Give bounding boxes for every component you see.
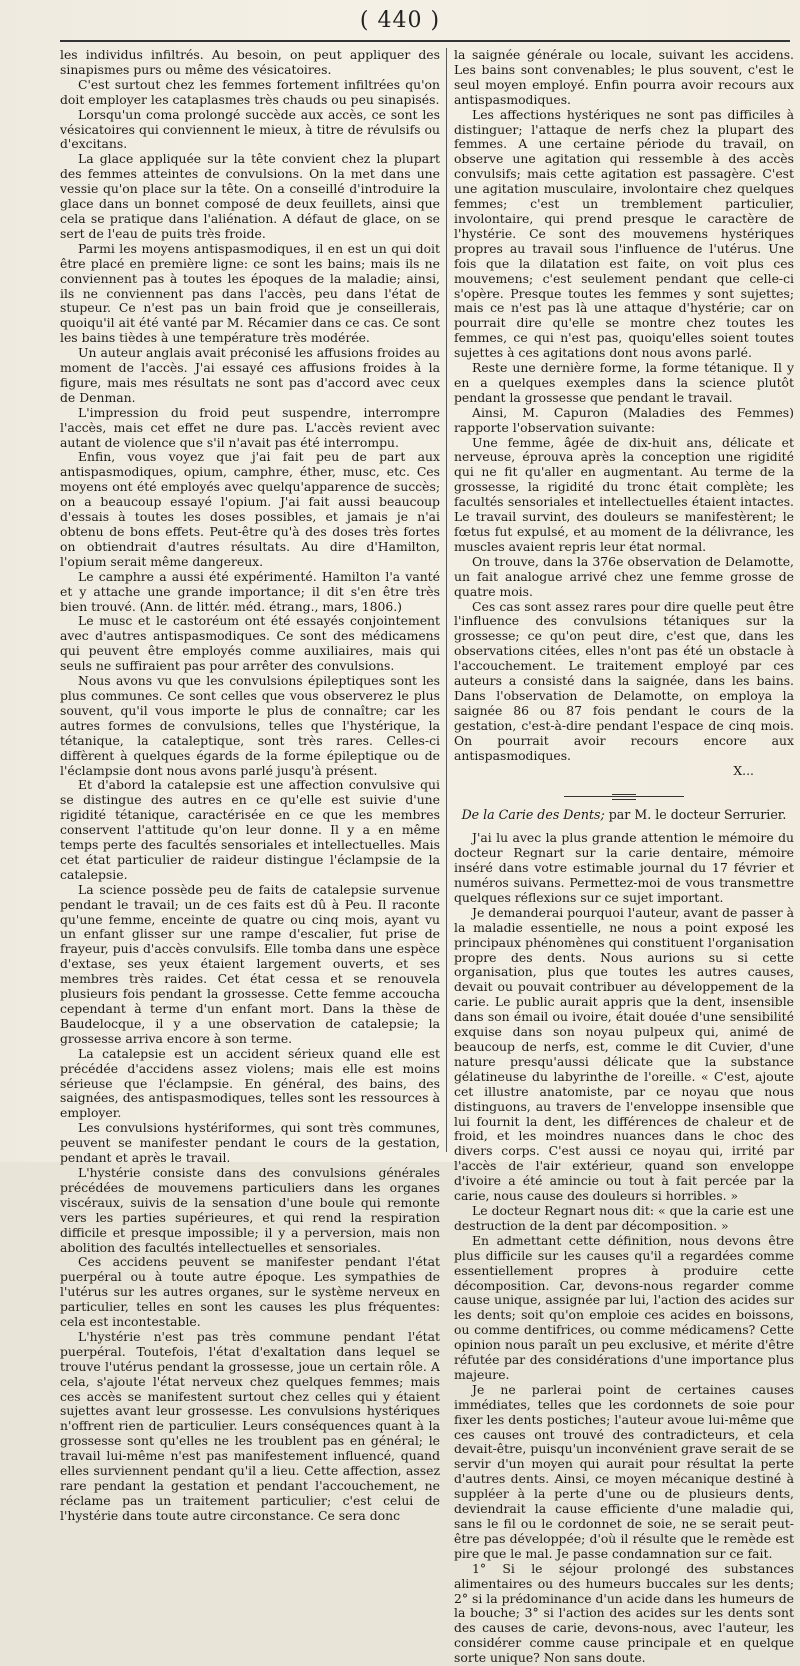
article-title-author: par M. le docteur Serrurier. [604, 807, 787, 823]
article-title [454, 808, 794, 823]
right-column [454, 47, 794, 1666]
paragraph: Parmi les moyens antispasmodiques, il en est un qui doit être placé en première ligne: ce sont les bains; mais ils ne conviennent pas à toutes les époques de la maladie; ainsi, ils ne conviennent pas dans l'accès, peu dans l'état de stupeur. Ce n'est pas un bain froid que je conseillerais, quoiqu'il ait été vanté par M. Récamier dans ce cas. Ce sont les bains tièdes à une température très modérée. [60, 240, 440, 346]
paragraph: Ainsi, M. Capuron (Maladies des Femmes) rapporte l'observation suivante: [454, 404, 794, 435]
paragraph: C'est surtout chez les femmes fortement infiltrées qu'on doit employer les cataplasmes très chauds ou peu sinapisés. [60, 76, 440, 107]
page-number: ( 440 ) [359, 8, 441, 33]
paragraph: Un auteur anglais avait préconisé les affusions froides au moment de l'accès. J'ai essayé ces affusions froides à la figure, mais mes résultats ne sont pas d'accord avec ceux de Denman. [60, 345, 440, 405]
paragraph: Ces cas sont assez rares pour dire quelle peut être l'influence des convulsions tétaniques sur la grossesse; ce qu'on peut dire, c'est que, dans les observations citées, elles n'ont pas été un obstacle à l'accouchement. Le traitement employé par ces auteurs a consisté dans la saignée, dans les bains. Dans l'observation de Delamotte, on employa la saignée 86 ou 87 fois pendant le cours de la gestation, c'est-à-dire pendant l'espace de cinq mois. On pourrait avoir recours encore aux antispasmodiques. [454, 598, 794, 763]
paragraph: Les affections hystériques ne sont pas difficiles à distinguer; l'attaque de nerfs chez la plupart des femmes. A une certaine période du travail, on observe une agitation qui ressemble à des accès convulsifs; mais cette agitation est passagère. C'est une agitation musculaire, involontaire chez quelques femmes; c'est un tremblement particulier, involontaire, qui prend presque le caractère de l'hystérie. Ce sont des mouvemens hystériques propres au travail sous l'influence de l'utérus. Une fois que la dilatation est faite, on voit plus ces mouvemens; c'est seulement pendant que celle-ci s'opère. Presque toutes les femmes y sont sujettes; mais ce n'est pas là une attaque d'hystérie; car on pourrait dire qu'elle se montre chez toutes les femmes, ce qui n'est pas, quoiqu'elles soient toutes sujettes à ces agitations dont nous avons parlé. [454, 106, 794, 361]
paragraph: L'impression du froid peut suspendre, interrompre l'accès, mais cet effet ne dure pas. L'accès revient avec autant de violence que s'il n'avait pas été interrompu. [60, 404, 440, 450]
paragraph: les individus infiltrés. Au besoin, on peut appliquer des sinapismes purs ou même des vésicatoires. [60, 47, 440, 77]
paragraph: L'hystérie n'est pas très commune pendant l'état puerpéral. Toutefois, l'état d'exaltation dans lequel se trouve l'utérus pendant la grossesse, joue un certain rôle. A cela, s'ajoute l'état nerveux chez quelques femmes; mais ces accès se manifestent surtout chez celles qui y étaient sujettes avant leur grossesse. Les convulsions hystériques n'offrent rien de particulier. Leurs conséquences quant à la grossesse sont qu'elles ne les troublent pas en général; le travail lui-même n'est pas manifestement influencé, quand elles surviennent pendant qu'il a lieu. Cette affection, assez rare pendant la gestation et pendant l'accouchement, ne réclame pas un traitement particulier; c'est celui de l'hystérie dans toute autre circonstance. Ce sera donc [60, 1328, 440, 1523]
article-title-italic: De la Carie des Dents; [461, 807, 605, 823]
paragraph: Les convulsions hystériformes, qui sont très communes, peuvent se manifester pendant le cours de la gestation, pendant et après le travail. [60, 1120, 440, 1166]
column-divider [446, 48, 447, 1152]
paragraph: Ces accidens peuvent se manifester pendant l'état puerpéral ou à toute autre époque. Les sympathies de l'utérus sur les autres organes, sur le système nerveux en particulier, telles en sont les causes les plus fréquentes: cela est incontestable. [60, 1254, 440, 1330]
paragraph: Une femme, âgée de dix-huit ans, délicate et nerveuse, éprouva après la conception une rigidité qui ne fit qu'aller en augmentant. Au terme de la grossesse, la rigidité du tronc était complète; les facultés sensoriales et intellectuelles étaient intactes. Le travail survint, des douleurs se manifestèrent; le fœtus fut expulsé, et au moment de la délivrance, les muscles avaient repris leur état normal. [454, 434, 794, 554]
left-column [60, 47, 440, 1523]
paragraph: La science possède peu de faits de catalepsie survenue pendant le travail; un de ces faits est dû à Peu. Il raconte qu'une femme, enceinte de quatre ou cinq mois, ayant vu un enfant glisser sur une rampe d'escalier, fut prise de frayeur, puis d'accès convulsifs. Elle tomba dans une espèce d'extase, ses yeux étaient largement ouverts, et ses membres très raides. Cet état cessa et se renouvela plusieurs fois pendant la grossesse. Cette femme accoucha cependant à terme d'un enfant mort. Dans la thèse de Baudelocque, il y a une observation de catalepsie; la grossesse arriva encore à son terme. [60, 881, 440, 1046]
paragraph: Je ne parlerai point de certaines causes immédiates, telles que les cordonnets de soie pour fixer les dents postiches; l'auteur avoue lui-même que ces causes ont trouvé des contradicteurs, et cela devait-être, puisqu'un inconvénient grave serait de se servir d'un moyen qui aurait pour résultat la perte d'autres dents. Ainsi, ce moyen mécanique destiné à suppléer à la perte d'une ou de plusieurs dents, deviendrait la cause efficiente d'une maladie qui, sans le fil ou le cordonnet de soie, ne se serait peut-être pas développée; d'où il résulte que le remède est pire que le mal. Je passe condamnation sur ce fait. [454, 1381, 794, 1561]
paragraph: La catalepsie est un accident sérieux quand elle est précédée d'accidens assez violens; mais elle est moins sérieuse que l'éclampsie. En général, des bains, des saignées, des antispasmodiques, telles sont les ressources à employer. [60, 1045, 440, 1121]
paragraph: En admettant cette définition, nous devons être plus difficile sur les causes qu'il a regardées comme essentiellement propres à produire cette décomposition. Car, devons-nous regarder comme cause unique, assignée par lui, l'action des acides sur les dents; soit qu'on emploie ces acides en boissons, ou comme dentifrices, ou comme médicamens? Cette opinion nous paraît un peu exclusive, et mérite d'être réfutée par des considérations d'une importance plus majeure. [454, 1232, 794, 1382]
paragraph: Le docteur Regnart nous dit: « que la carie est une destruction de la dent par décomposition. » [454, 1202, 794, 1233]
paragraph: Nous avons vu que les convulsions épileptiques sont les plus communes. Ce sont celles que vous observerez le plus souvent, qu'il vous importe le plus de connaître; car les autres formes de convulsions, telles que l'hystérique, la tétanique, la cataleptique, sont très rares. Celles-ci diffèrent à quelques égards de la forme épileptique ou de l'éclampsie dont nous avons parlé jusqu'à présent. [60, 673, 440, 778]
paragraph: La glace appliquée sur la tête convient chez la plupart des femmes atteintes de convulsions. On la met dans une vessie qu'on place sur la tête. On a conseillé d'introduire la glace dans un bonnet composé de deux feuillets, ainsi que cela se pratique dans l'aliénation. A défaut de glace, on se sert de l'eau de puits très froide. [60, 151, 440, 241]
paragraph: Le camphre a aussi été expérimenté. Hamilton l'a vanté et y attache une grande importance; il dit s'en être très bien trouvé. (Ann. de littér. méd. étrang., mars, 1806.) [60, 568, 440, 614]
paragraph: On trouve, dans la 376e observation de Delamotte, un fait analogue arrivé chez une femme grosse de quatre mois. [454, 553, 794, 599]
paragraph: 1° Si le séjour prolongé des substances alimentaires ou des humeurs buccales sur les dents; 2° si la prédominance d'un acide dans les humeurs de la bouche; 3° si l'action des acides sur les dents sont des causes de carie, devons-nous, avec l'auteur, les considérer comme cause principale et en quelque sorte unique? Non sans doute. [454, 1560, 794, 1666]
paragraph: Et d'abord la catalepsie est une affection convulsive qui se distingue des autres en ce qu'elle est suivie d'une rigidité tétanique, caractérisée en ce que les membres conservent l'attitude qu'on leur donne. Il y a en même temps perte des facultés sensoriales et intellectuelles. Mais cet état particulier de raideur distingue l'éclampsie de la catalepsie. [60, 777, 440, 882]
paragraph: Enfin, vous voyez que j'ai fait peu de part aux antispasmodiques, opium, camphre, éther, musc, etc. Ces moyens ont été employés avec quelqu'apparence de succès; on a beaucoup essayé l'opium. J'ai fait aussi beaucoup d'essais à toutes les doses possibles, et jamais je n'ai obtenu de bons effets. Peut-être qu'à des doses très fortes on obtiendrait d'autres résultats. Au dire d'Hamilton, l'opium serait même dangereux. [60, 449, 440, 569]
dental-caries-article [454, 831, 794, 1666]
header-rule [60, 40, 790, 42]
paragraph: Je demanderai pourquoi l'auteur, avant de passer à la maladie essentielle, ne nous a point exposé les principaux phénomènes qui constituent l'organisation propre des dents. Nous aurions su si cette organisation, plus que toutes les autres causes, devait ou pouvait contribuer au développement de la carie. Le public aurait appris que la dent, insensible dans son émail ou ivoire, était douée d'une sensibilité exquise dans son noyau pulpeux qui, animé de beaucoup de nerfs, est, comme le dit Cuvier, d'une nature presqu'aussi délicate que la substance gélatineuse du labyrinthe de l'oreille. « C'est, ajoute cet illustre anatomiste, par ce noyau que nous distinguons, au travers de l'enveloppe insensible que lui fournit la dent, les différences de chaleur et de froid, et les moindres nuances dans le choc des divers corps. C'est aussi ce noyau qui, irrité par l'accès de l'air extérieur, quand son enveloppe d'ivoire a été amincie ou tout à fait percée par la carie, nous cause des douleurs si horribles. » [454, 904, 794, 1204]
tetanic-convulsions-section [454, 48, 794, 764]
paragraph: la saignée générale ou locale, suivant les accidens. Les bains sont convenables; le plus souvent, c'est le seul moyen employé. Enfin pourra avoir recours aux antispasmodiques. [454, 47, 794, 107]
paragraph: Le musc et le castoréum ont été essayés conjointement avec d'autres antispasmodiques. Ce sont des médicamens qui peuvent être employés comme auxiliaires, mais qui seuls ne suffiraient pas pour arrêter des convulsions. [60, 613, 440, 674]
paragraph: Reste une dernière forme, la forme tétanique. Il y en a quelques exemples dans la science plutôt pendant la grossesse que pendant le travail. [454, 360, 794, 405]
paragraph: J'ai lu avec la plus grande attention le mémoire du docteur Regnart sur la carie dentaire, mémoire inséré dans votre estimable journal du 17 février et numéros suivans. Permettez-moi de vous transmettre quelques réflexions sur ce sujet important. [454, 830, 794, 905]
section-separator [564, 794, 684, 800]
paragraph: L'hystérie consiste dans des convulsions générales précédées de mouvemens particuliers dans les organes viscéraux, suivis de la sensation d'une boule qui remonte vers les parties supérieures, et qui rend la respiration difficile et presque impossible; il y a perversion, mais non abolition des facultés intellectuelles et sensoriales. [60, 1164, 440, 1255]
author-signature: X... [733, 762, 754, 778]
paragraph: Lorsqu'un coma prolongé succède aux accès, ce sont les vésicatoires qui conviennent le mieux, à titre de révulsifs ou d'excitans. [60, 106, 440, 152]
